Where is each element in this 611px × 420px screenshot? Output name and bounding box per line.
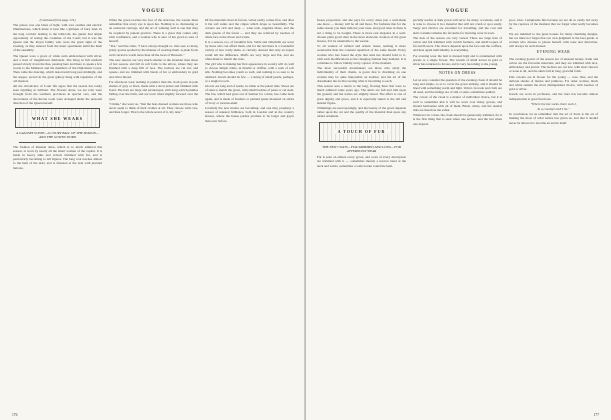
paragraph: Whatever its colour, the cloak should be generously trimmed, for it is the first thing that is seen when one arrives, and the last when one departs. <box>413 113 502 126</box>
verse-line: "Where the bee sucks, there suck I, <box>530 101 577 106</box>
paragraph: "I think," she went on, "that the best-dressed women are those who never seem to think of their clothes at all. They choose with care, and then forget. That is the whole secret of it, my dear." <box>109 101 198 115</box>
paragraph: Of the materials most in favour, velvet easily comes first, and after it the soft satins and the crêpes which drape so beautifully. The colours are rich and deep — wine reds, sapphire blues, and the dark greens of the forest — and they are relieved by touches of white lace at the throat and wrists. <box>205 18 294 39</box>
left-columns <box>13 18 294 171</box>
paragraph: "Yes," said the other, "I have always thought so. One sees so many pretty gowns spoiled by the manner of wearing them. A plain frock well carried is worth more than all the laces of Brussels." <box>109 44 198 57</box>
paragraph: Gloves are long and of suède, in white or the palest tints. Shoes are of satin to match the gown, with small buckles of paste or cut steel. The fan, which had gone out of fashion for a time, has come back again, and is made of feathers or painted gauze mounted on sticks of ivory or tortoise-shell. <box>205 84 294 105</box>
ornament-label: A TOUCH OF FUR <box>335 129 389 134</box>
divider <box>19 142 96 143</box>
paragraph: We are indebted to the great houses for many charming designs, but we must not forget that our own judgment is the best guide. A woman who dresses to please herself, with taste and discretion, will always be well dressed. <box>509 31 598 49</box>
paragraph: The girl who is making her first appearance in society will do well to choose simple white, in muslin or chiffon, with a sash of soft silk. Nothing becomes youth so well, and nothing is so sure to be admired. Jewels should be few — a string of small pearls, perhaps, or a single brooch. <box>205 62 294 83</box>
right-running-head: VOGUE <box>445 9 470 14</box>
section-caption: THE NEW COATS—FUR-TRIMMED AND LONG—FOR AFTERNOON WEAR <box>322 144 401 153</box>
paragraph: The Queen wore a gown of white satin embroidered with silver, and a tiara of magnificent diamonds. The King in full uniform passed slowly down the line, pausing here and there to speak a few words to the Ministers and the members of the Diplomatic Corps. Then came the dancing, which lasted until long past midnight, and the supper, served in the great gallery hung with tapestries of the old masters. <box>13 53 102 83</box>
paragraph: All the chroniclers of Court life agree that the season has rarely seen anything so brilliant. The flowers alone, we are told, were brought from the southern provinces in special cars, and the decorations of the throne room were arranged under the personal direction of the Queen herself. <box>13 84 102 105</box>
paragraph: Trimmings are used sparingly, and the beauty of the gown depends rather upon the cut and the quality of the material than upon any added ornament. <box>317 106 406 119</box>
section-vignette <box>15 108 100 128</box>
paragraph: The colour of the cloak is a matter of individual choice, but it is well to remember that it will be worn over many gowns, and should harmonise with all of them. Black, white, and the neutral tints are therefore the safest. <box>413 95 502 113</box>
right-column-2 <box>413 18 502 169</box>
paragraph: The hats of the season are very varied. There are large hats of velvet and felt trimmed with ostrich feathers, and small toques of fur and flowers. The choice depends upon the face and the coiffure, and here again individuality is everything. <box>413 35 502 53</box>
left-column-2 <box>109 18 198 171</box>
paragraph: Jewels are worn in profusion, and the tiara has become almost indispensable at great functions. <box>509 92 598 101</box>
paragraph: The most successful dressmakers are those who study the individuality of their clients. A gown that is charming on one woman may be quite impossible on another, and the art of the dressmaker lies in discovering what is becoming to each. <box>317 66 406 83</box>
paragraph: Fur is seen on almost every gown, and coats of every description are trimmed with it — sometimes merely a narrow band at the neck and wrists, sometimes a wide border round the hem. <box>317 155 406 168</box>
section-heading: NOTES ON DRESS <box>439 71 476 76</box>
continued-note: (Continued from page 174) <box>39 18 76 22</box>
paragraph: fesses proportion; and she pays for every dress just a well-made one more — money will be all and more. For fashions that for the same reason you must indicate your taste, and good taste in dress is not a thing to be bought. There is more real elegance in a well-chosen plain gown than in the most elaborate creation of the great houses, if it be unsuitable to the wearer. <box>317 18 406 44</box>
section-heading: EVENING WEAR <box>536 50 571 55</box>
paragraph: The palace was one blaze of light, with wax candles and electric illuminations, which made it look like a glimpse of fairy land. In the long corridor leading to the ballroom, the guests had ample opportunity of seeing the costumes of the Court; but it was the Queen and the Royal family who were the great sight of the evening, as they entered from the inner apartments amid the hush of the assembly. <box>13 23 102 53</box>
paragraph: For evening wear the hair is dressed high and is ornamented with jewels or a single flower. The wreath of small leaves in gold or silver has returned to favour, and is very becoming to the young. <box>413 53 502 67</box>
left-column-1 <box>13 18 102 171</box>
ornament-vignette <box>319 122 404 142</box>
right-page-number: 177 <box>593 413 599 417</box>
paragraph: poor, wise. I emphasize this because we are all so easily led away by the caprices of the moment that we forget what really becomes us. <box>509 18 598 31</box>
paragraph: Let us now consider the question of the evening cloak. It should be long and ample, so as to cover the gown entirely, and it should be lined with something warm and light. Velvet, brocade and cloth are all used, and the linings are of silk or satin, sometimes quilted. <box>413 77 502 95</box>
left-page <box>0 0 305 420</box>
right-column-3 <box>509 18 598 169</box>
paragraph: pecially useful. A dark gown will serve for many occasions, and it is wise to choose it in a material that will not crush or spot easily. Serge and cheviot are excellent for travelling, and the coat and skirt costume remains the favourite for morning wear in town. <box>413 18 502 35</box>
paragraph: The new sleeves are very much smaller at the shoulder than those of last season, and fall in soft folds to the elbow, where they are finished with a deep frill of lace. The bodices are cut low and square, and are trimmed with bands of fur or embroidery in gold and silver thread. <box>109 57 198 79</box>
paragraph: When the gown reaches the foot of the staircase, the wearer must remember that every eye is upon her. Nothing is so distressing as an awkward carriage, and the art of walking well is one that may be acquired by patient practice. There is a grace that comes only with confidence, and a woman who is sure of her gown is sure of herself. <box>109 18 198 44</box>
section-caption: A GALLERY SCENE—A COURT BALL OF THE SEASON—AND THE GOWNS WORN <box>16 131 99 140</box>
right-column-1 <box>317 18 406 169</box>
vignette-label: WHAT SHE WEARS <box>29 116 86 121</box>
paragraph: The fashion of Russian dress, which is so much admired this season, is worn by nearly all the smart women of the capital. It is made in heavy silks and velvets trimmed with fur, and is particularly becoming to tall figures. The long coat reaches almost to the hem of the skirt, and is fastened at the side with jeweled buttons. <box>13 144 102 170</box>
paragraph: This season sees a return to the long, flowing lines that were so much admired some years ago. The skirts are full and trail upon the ground, and the waists are slightly raised. The effect is one of great dignity and grace, and it is especially suited to the tall and slender figure. <box>317 84 406 105</box>
paragraph: The evening gowns of the season are of unusual beauty. Satin and velvet are the favourite materials, and they are trimmed with lace, embroidery and jewels. The bodices are cut low, with short sleeves or none at all, and the skirts fall in long, graceful folds. <box>509 56 598 74</box>
left-running-head: VOGUE <box>141 9 166 14</box>
paragraph: It is a season, too, of beautiful furs. Sable and chinchilla are worn by those who can afford them, and for the rest there is a wonderful variety of less costly skins, so cleverly dressed that only an expert could tell the difference. Muffs are very large and flat, and are often made to match the stole. <box>205 40 294 61</box>
left-column-3 <box>205 18 294 171</box>
paragraph: Certainly the new modes are becoming, and one may prophesy a season of unusual brilliance, both in London and in the country houses, where the house parties promise to be larger and gayer than ever before. <box>205 106 294 123</box>
paragraph: In conclusion, let us remember that the art of dress is the art of making the most of what nature has given us, and that it should never be allowed to become an end in itself. <box>509 112 598 125</box>
paragraph: For afternoon wear nothing is prettier than the cloth gown in pale shades of grey or fawn, made with a short jacket and trimmed with braid. The hats are large and picturesque, with long ostrich plumes falling over the brim, and are worn tilted slightly forward over the eyes. <box>109 79 198 101</box>
paragraph: To all women of refined and artistic tastes, nothing is more wearisome than the constant repetition of the same model. Every woman who has found the style that suits her should hold to it, with such modifications as the changing fashion may demand. It is a mistake to follow blindly every caprice of the moment. <box>317 44 406 66</box>
left-page-number: 176 <box>12 413 18 417</box>
divider <box>419 68 496 69</box>
right-columns <box>317 18 598 169</box>
right-page <box>306 0 611 420</box>
paragraph: Pale colours are in favour for the young — rose, blue, and the delicate shades of mauve and primrose. For older women, black and white remain the most distinguished choice, with touches of gold or silver. <box>509 74 598 92</box>
verse-line: In a cowslip's bell I lie." <box>537 107 570 112</box>
